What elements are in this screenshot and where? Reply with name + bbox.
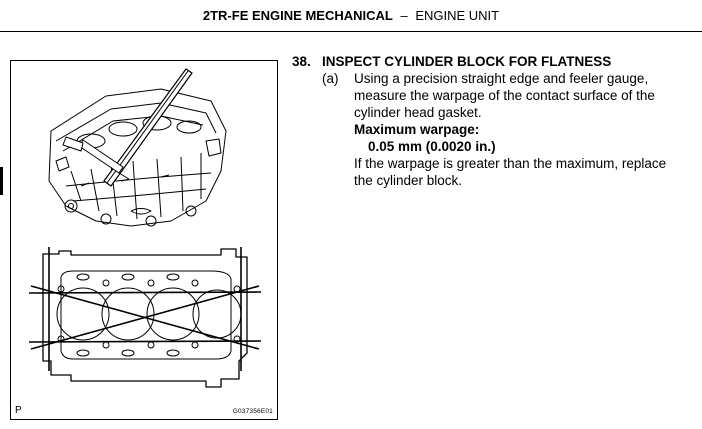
header-section: ENGINE UNIT	[415, 8, 500, 23]
feeler-gauge-tool	[63, 137, 129, 179]
sub-step-label: (a)	[322, 71, 339, 86]
note-line: If the warpage is greater than the maximum, replace	[354, 156, 667, 171]
engine-block-perspective-drawing	[49, 89, 226, 226]
instruction-line: cylinder head gasket.	[354, 105, 482, 120]
measurement-lines	[29, 247, 261, 371]
header-rule	[0, 31, 702, 32]
figure-corner-label: P	[15, 405, 22, 416]
header-separator: –	[400, 8, 408, 23]
sub-step-a	[322, 70, 692, 189]
figure-code: G037356E01	[232, 408, 273, 415]
step-heading	[292, 53, 692, 70]
spec-label: Maximum warpage:	[354, 122, 480, 137]
inspection-step	[292, 53, 692, 189]
page-header	[0, 0, 702, 31]
inspection-figure	[10, 60, 278, 420]
illustration	[11, 61, 278, 420]
note-line: the cylinder block.	[354, 173, 463, 188]
instruction-line: Using a precision straight edge and feeler gauge,	[354, 71, 649, 86]
header-model: 2TR-FE ENGINE MECHANICAL	[202, 8, 393, 23]
instruction-line: measure the warpage of the contact surface of the	[354, 88, 655, 103]
step-number: 38.	[292, 54, 311, 69]
step-title: INSPECT CYLINDER BLOCK FOR FLATNESS	[322, 54, 612, 69]
spec-value: 0.05 mm (0.0020 in.)	[368, 139, 496, 154]
sub-step-body	[354, 70, 692, 189]
margin-bar	[0, 167, 3, 195]
